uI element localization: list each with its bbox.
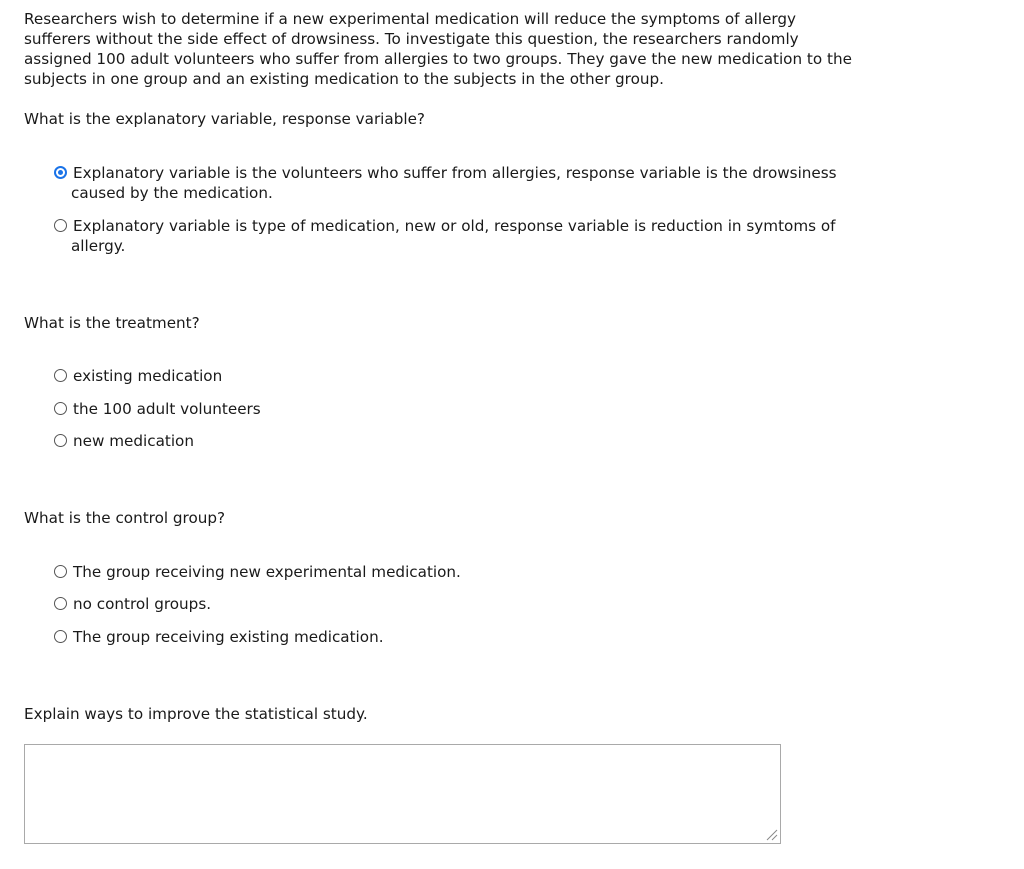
question-3-prompt: What is the control group?: [24, 509, 226, 527]
radio-selected-icon[interactable]: [54, 166, 67, 179]
q2-option-3[interactable]: [54, 431, 194, 451]
q3-option-1-label: The group receiving new experimental medication.: [73, 563, 461, 581]
q1-option-1-line1: Explanatory variable is the volunteers who suffer from allergies, response variable is the drowsiness: [73, 164, 837, 182]
radio-icon[interactable]: [54, 565, 67, 578]
resize-grip-icon[interactable]: [764, 827, 778, 841]
radio-icon[interactable]: [54, 402, 67, 415]
q2-option-3-label: new medication: [73, 432, 194, 450]
q3-option-1[interactable]: [54, 562, 461, 582]
q1-option-2-line1: Explanatory variable is type of medication, new or old, response variable is reduction in symtoms of: [73, 217, 836, 235]
answer-textarea[interactable]: [24, 744, 781, 844]
q1-option-1-line2: caused by the medication.: [71, 184, 273, 202]
radio-icon[interactable]: [54, 219, 67, 232]
q2-option-2[interactable]: [54, 399, 261, 419]
q3-option-3-label: The group receiving existing medication.: [73, 628, 384, 646]
radio-icon[interactable]: [54, 434, 67, 447]
question-4-prompt: Explain ways to improve the statistical study.: [24, 705, 368, 723]
q2-option-1[interactable]: [54, 366, 222, 386]
radio-icon[interactable]: [54, 597, 67, 610]
radio-icon[interactable]: [54, 630, 67, 643]
question-2-prompt: What is the treatment?: [24, 314, 200, 332]
q1-option-2-line2: allergy.: [71, 237, 126, 255]
q3-option-2-label: no control groups.: [73, 595, 212, 613]
radio-icon[interactable]: [54, 369, 67, 382]
q3-option-2[interactable]: [54, 594, 211, 614]
question-1-prompt: What is the explanatory variable, response variable?: [24, 110, 425, 128]
q1-option-1[interactable]: [54, 163, 863, 203]
q2-option-1-label: existing medication: [73, 367, 223, 385]
question-intro: Researchers wish to determine if a new experimental medication will reduce the symptoms of allergy sufferers without the side effect of drowsiness. To investigate this question, the researchers randomly assigned 100 adult volunteers who suffer from allergies to two groups. They gave the new medication to the subjects in one group and an existing medication to the subjects in the other group.: [24, 10, 852, 88]
q1-option-2[interactable]: [54, 216, 863, 256]
q3-option-3[interactable]: [54, 627, 384, 647]
q2-option-2-label: the 100 adult volunteers: [73, 400, 261, 418]
